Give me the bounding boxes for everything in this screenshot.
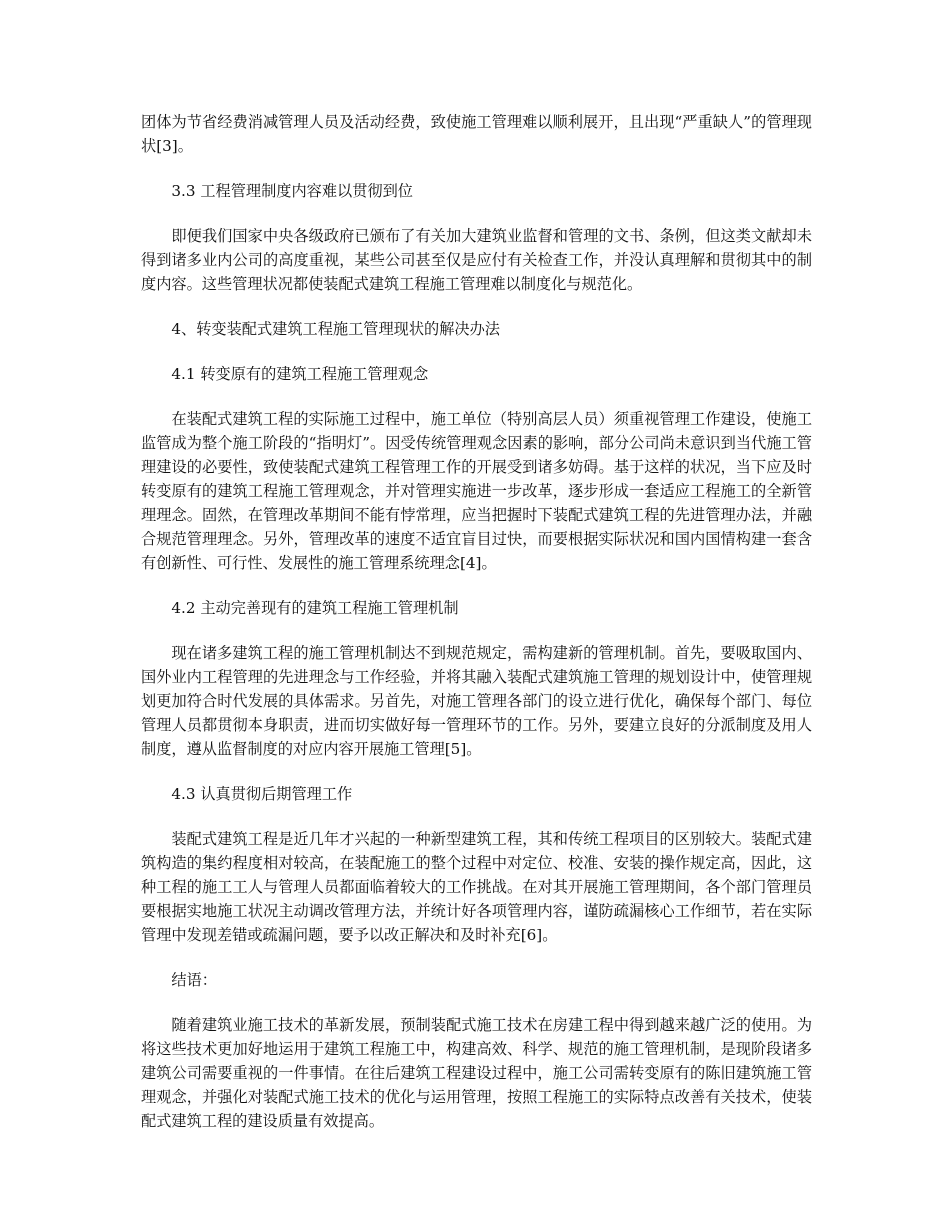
paragraph: 团体为节省经费消减管理人员及活动经费，致使施工管理难以顺利展开，且出现“严重缺人”的管理现状[3]。	[141, 113, 812, 155]
paragraph: 即便我们国家中央各级政府已颁布了有关加大建筑业监督和管理的文书、条例，但这类文献却未得到诸多业内公司的高度重视，某些公司甚至仅是应付有关检查工作，并没认真理解和贯彻其中的制度内容。这些管理状况都使装配式建筑工程施工管理难以制度化与规范化。	[141, 227, 812, 293]
paragraph: 现在诸多建筑工程的施工管理机制达不到规范规定，需构建新的管理机制。首先，要吸取国内、国外业内工程管理的先进理念与工作经验，并将其融入装配式建筑施工管理的规划设计中，使管理规划更加符合时代发展的具体需求。另首先，对施工管理各部门的设立进行优化，确保每个部门、每位管理人员都贯彻本身职责，进而切实做好每一管理环节的工作。另外，要建立良好的分派制度及用人制度，遵从监督制度的对应内容开展施工管理[5]。	[141, 644, 812, 758]
paragraph: 随着建筑业施工技术的革新发展，预制装配式施工技术在房建工程中得到越来越广泛的使用。为将这些技术更加好地运用于建筑工程施工中，构建高效、科学、规范的施工管理机制，是现阶段诸多建筑公司需要重视的一件事情。在往后建筑工程建设过程中，施工公司需转变原有的陈旧建筑施工管理观念，并强化对装配式施工技术的优化与运用管理，按照工程施工的实际特点改善有关技术，使装配式建筑工程的建设质量有效提高。	[141, 1016, 812, 1130]
section-heading: 结语：	[171, 971, 217, 989]
section-heading: 4.3 认真贯彻后期管理工作	[171, 785, 353, 803]
section-heading: 4、转变装配式建筑工程施工管理现状的解决办法	[171, 320, 500, 338]
section-heading: 4.1 转变原有的建筑工程施工管理观念	[171, 365, 429, 383]
document-body	[141, 110, 812, 1154]
paragraph: 在装配式建筑工程的实际施工过程中，施工单位（特别高层人员）须重视管理工作建设，使施工监管成为整个施工阶段的“指明灯”。因受传统管理观念因素的影响，部分公司尚未意识到当代施工管理建设的必要性，致使装配式建筑工程管理工作的开展受到诸多妨碍。基于这样的状况，当下应及时转变原有的建筑工程施工管理观念，并对管理实施进一步改革，逐步形成一套适应工程施工的全新管理理念。固然，在管理改革期间不能有悖常理，应当把握时下装配式建筑工程的先进管理办法，并融合规范管理理念。另外，管理改革的速度不适宜盲目过快，而要根据实际状况和国内国情构建一套含有创新性、可行性、发展性的施工管理系统理念[4]。	[141, 410, 812, 572]
section-heading: 3.3 工程管理制度内容难以贯彻到位	[171, 182, 413, 200]
paragraph: 装配式建筑工程是近几年才兴起的一种新型建筑工程，其和传统工程项目的区别较大。装配式建筑构造的集约程度相对较高，在装配施工的整个过程中对定位、校准、安装的操作规定高，因此，这种工程的施工工人与管理人员都面临着较大的工作挑战。在对其开展施工管理期间，各个部门管理员要根据实地施工状况主动调改管理方法，并统计好各项管理内容，谨防疏漏核心工作细节，若在实际管理中发现差错或疏漏问题，要予以改正解决和及时补充[6]。	[141, 830, 812, 944]
section-heading: 4.2 主动完善现有的建筑工程施工管理机制	[171, 599, 459, 617]
